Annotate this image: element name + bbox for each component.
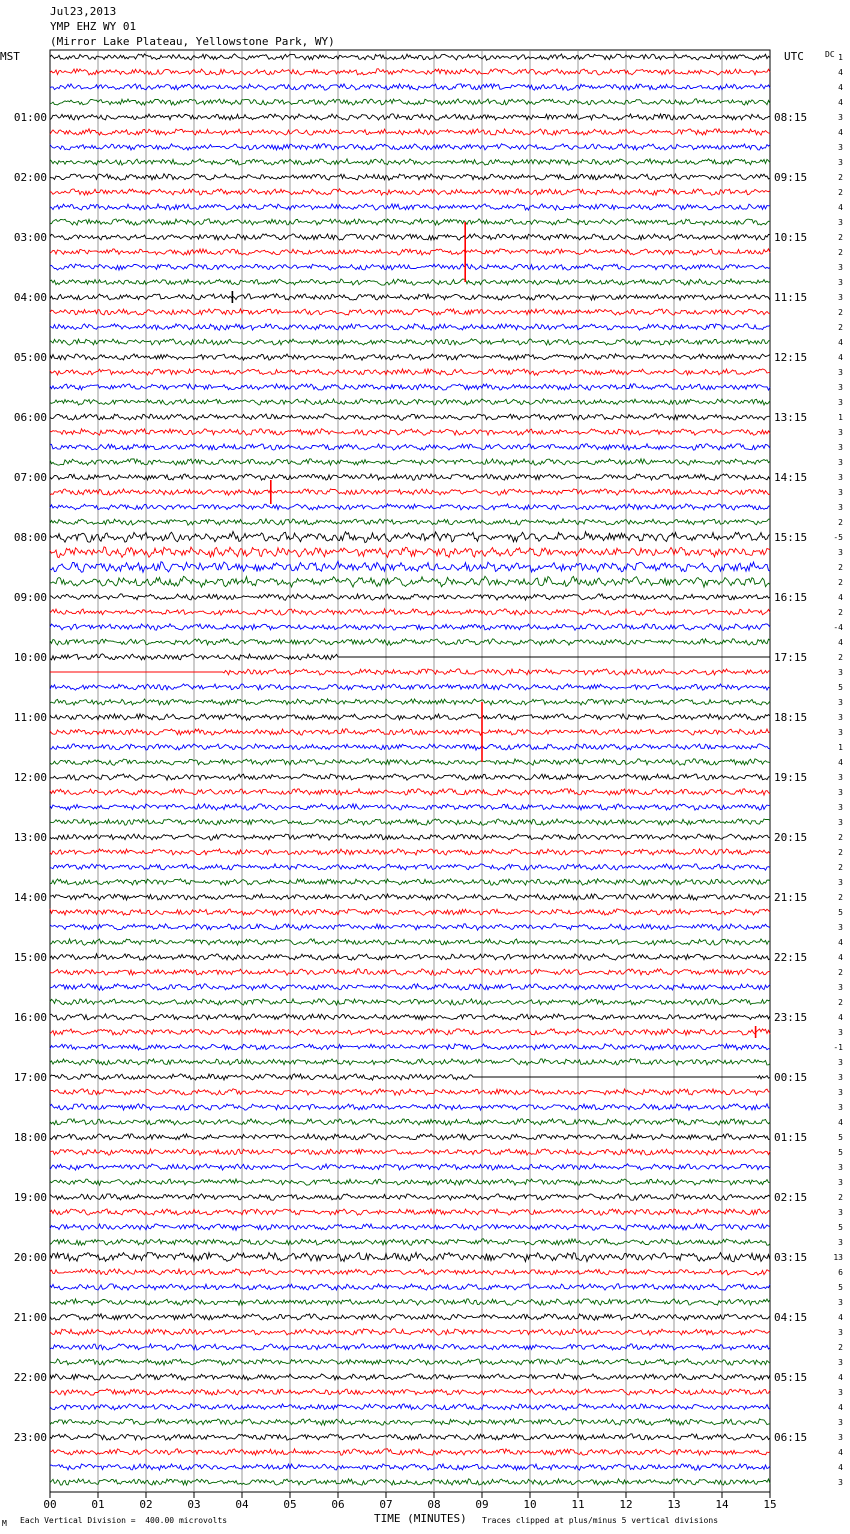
x-tick-label: 01 (91, 1498, 105, 1511)
trace-row (50, 969, 770, 975)
dc-offset-value: 3 (838, 548, 843, 557)
trace-row (50, 1479, 770, 1485)
trace-row (50, 279, 770, 285)
mst-hour-label: 06:00 (13, 411, 47, 424)
trace-row (50, 1389, 770, 1395)
utc-hour-label: 13:15 (774, 411, 808, 424)
trace-row (50, 744, 770, 750)
trace-row (50, 504, 770, 510)
utc-hour-label: 15:15 (774, 531, 808, 544)
trace-row (50, 939, 770, 945)
trace-row (50, 1059, 770, 1065)
trace-row (50, 399, 770, 405)
utc-hour-label: 05:15 (774, 1371, 808, 1384)
trace-row (50, 1239, 770, 1245)
dc-offset-value: 3 (838, 488, 843, 497)
mst-hour-label: 19:00 (13, 1191, 47, 1204)
x-tick-label: 11 (571, 1498, 585, 1511)
dc-column-title: DC (825, 50, 835, 59)
trace-row (50, 669, 770, 675)
dc-offset-value: 3 (838, 818, 843, 827)
dc-offset-value: 2 (838, 848, 843, 857)
trace-row (50, 699, 770, 705)
trace-row (50, 1134, 770, 1140)
trace-row (50, 894, 770, 900)
trace-row (50, 129, 770, 135)
dc-offset-value: 2 (838, 833, 843, 842)
mst-hour-label: 02:00 (13, 171, 47, 184)
dc-offset-value: 5 (838, 683, 843, 692)
utc-hour-label: 02:15 (774, 1191, 808, 1204)
dc-offset-value: 2 (838, 1343, 843, 1352)
dc-offset-value: 4 (838, 1013, 843, 1022)
dc-offset-value: 3 (838, 1208, 843, 1217)
utc-hour-label: 01:15 (774, 1131, 808, 1144)
x-tick-label: 07 (379, 1498, 393, 1511)
trace-row (50, 54, 770, 60)
mst-hour-label: 18:00 (13, 1131, 47, 1144)
trace-row (50, 1089, 770, 1095)
dc-offset-value: 3 (838, 1058, 843, 1067)
mst-hour-label: 21:00 (13, 1311, 47, 1324)
trace-row (50, 189, 770, 195)
mst-hour-label: 22:00 (13, 1371, 47, 1384)
trace-row (50, 909, 770, 915)
dc-offset-value: 4 (838, 1448, 843, 1457)
dc-offset-value: 4 (838, 338, 843, 347)
dc-offset-value: 2 (838, 998, 843, 1007)
dc-offset-value: 3 (838, 698, 843, 707)
dc-offset-value: 2 (838, 563, 843, 572)
trace-row (50, 339, 770, 345)
dc-offset-value: 2 (838, 248, 843, 257)
x-tick-label: 13 (667, 1498, 681, 1511)
mst-hour-label: 11:00 (13, 711, 47, 724)
trace-row (50, 324, 770, 330)
x-tick-label: 03 (187, 1498, 201, 1511)
trace-row (50, 384, 770, 390)
dc-offset-value: 3 (838, 983, 843, 992)
dc-offset-value: 3 (838, 1238, 843, 1247)
x-tick-label: 15 (763, 1498, 777, 1511)
trace-row (50, 1374, 770, 1380)
trace-row (50, 594, 770, 600)
dc-offset-value: -1 (833, 1043, 843, 1052)
trace-row (50, 834, 770, 840)
dc-offset-value: 5 (838, 1223, 843, 1232)
mst-hour-label: 09:00 (13, 591, 47, 604)
trace-row (50, 999, 770, 1005)
utc-hour-label: 21:15 (774, 891, 808, 904)
trace-row (50, 774, 770, 780)
trace-row (50, 789, 770, 795)
dc-offset-value: 6 (838, 1268, 843, 1277)
trace-row (50, 294, 770, 300)
dc-offset-value: 4 (838, 593, 843, 602)
utc-hour-label: 12:15 (774, 351, 808, 364)
dc-offset-value: 3 (838, 728, 843, 737)
dc-offset-value: 3 (838, 878, 843, 887)
utc-hour-label: 16:15 (774, 591, 808, 604)
trace-row (50, 174, 770, 180)
trace-row (50, 561, 770, 572)
x-tick-label: 05 (283, 1498, 297, 1511)
dc-offset-value: 2 (838, 233, 843, 242)
dc-offset-value: 5 (838, 1133, 843, 1142)
trace-row (50, 444, 770, 450)
trace-row (50, 532, 770, 543)
mst-hour-label: 15:00 (13, 951, 47, 964)
trace-row (50, 1419, 770, 1425)
corner-mark: M (2, 1519, 7, 1528)
dc-offset-value: 5 (838, 1283, 843, 1292)
dc-offset-value: 4 (838, 938, 843, 947)
trace-row (50, 924, 770, 930)
trace-row (50, 1224, 770, 1230)
dc-offset-value: 4 (838, 758, 843, 767)
dc-offset-value: 2 (838, 308, 843, 317)
dc-offset-value: 2 (838, 863, 843, 872)
dc-offset-value: 2 (838, 1193, 843, 1202)
dc-offset-value: 3 (838, 1418, 843, 1427)
dc-offset-value: 3 (838, 923, 843, 932)
mst-hour-label: 23:00 (13, 1431, 47, 1444)
trace-row (50, 519, 770, 525)
mst-hour-label: 07:00 (13, 471, 47, 484)
trace-row (50, 474, 770, 480)
utc-hour-label: 22:15 (774, 951, 808, 964)
trace-row (50, 1284, 770, 1290)
dc-offset-value: 4 (838, 1373, 843, 1382)
dc-offset-value: -4 (833, 623, 843, 632)
x-tick-label: 08 (427, 1498, 441, 1511)
trace-row (50, 459, 770, 465)
dc-offset-value: -5 (833, 533, 843, 542)
x-tick-label: 10 (523, 1498, 537, 1511)
x-tick-label: 09 (475, 1498, 489, 1511)
dc-offset-value: 3 (838, 503, 843, 512)
trace-row (50, 69, 770, 75)
dc-offset-value: 3 (838, 293, 843, 302)
x-tick-label: 14 (715, 1498, 729, 1511)
dc-offset-value: 4 (838, 1403, 843, 1412)
scale-note: Each Vertical Division = 400.00 microvolts (20, 1516, 228, 1525)
dc-offset-value: 3 (838, 1433, 843, 1442)
mst-hour-label: 17:00 (13, 1071, 47, 1084)
trace-row (50, 1074, 770, 1080)
dc-offset-value: 3 (838, 1073, 843, 1082)
trace-row (50, 1434, 770, 1440)
dc-offset-value: 3 (838, 1358, 843, 1367)
mst-hour-label: 08:00 (13, 531, 47, 544)
dc-offset-value: 3 (838, 428, 843, 437)
dc-offset-value: 3 (838, 218, 843, 227)
dc-offset-value: 3 (838, 383, 843, 392)
dc-offset-value: 3 (838, 278, 843, 287)
x-tick-label: 06 (331, 1498, 345, 1511)
dc-offset-value: 3 (838, 668, 843, 677)
utc-hour-label: 23:15 (774, 1011, 808, 1024)
trace-row (50, 234, 770, 240)
dc-offset-value: 3 (838, 1388, 843, 1397)
dc-offset-value: 4 (838, 638, 843, 647)
utc-hour-label: 06:15 (774, 1431, 808, 1444)
dc-offset-value: 3 (838, 1163, 843, 1172)
utc-hour-label: 20:15 (774, 831, 808, 844)
mst-hour-label: 03:00 (13, 231, 47, 244)
mst-hour-label: 16:00 (13, 1011, 47, 1024)
dc-offset-value: 4 (838, 83, 843, 92)
station-id: YMP EHZ WY 01 (50, 20, 137, 33)
dc-offset-value: 3 (838, 1088, 843, 1097)
trace-row (50, 1014, 770, 1020)
x-axis-title: TIME (MINUTES) (374, 1512, 467, 1525)
dc-offset-value: 2 (838, 188, 843, 197)
trace-row (50, 1449, 770, 1455)
mst-hour-label: 13:00 (13, 831, 47, 844)
trace-row (50, 1329, 770, 1335)
mst-hour-label: 04:00 (13, 291, 47, 304)
trace-row (50, 1209, 770, 1215)
dc-offset-value: 2 (838, 173, 843, 182)
mst-hour-label: 14:00 (13, 891, 47, 904)
dc-offset-value: 3 (838, 1298, 843, 1307)
mst-hour-label: 20:00 (13, 1251, 47, 1264)
station-location: (Mirror Lake Plateau, Yellowstone Park, WY) (50, 35, 335, 48)
dc-offset-value: 2 (838, 968, 843, 977)
trace-row (50, 204, 770, 210)
trace-row (50, 849, 770, 855)
trace-row (50, 414, 770, 420)
trace-row (50, 1119, 770, 1125)
trace-row (50, 1464, 770, 1470)
trace-row (50, 1104, 770, 1110)
trace-row (50, 1149, 770, 1155)
trace-row (50, 759, 770, 765)
utc-hour-label: 14:15 (774, 471, 808, 484)
mst-hour-label: 01:00 (13, 111, 47, 124)
dc-offset-value: 3 (838, 158, 843, 167)
trace-row (50, 954, 770, 960)
dc-offset-value: 4 (838, 203, 843, 212)
utc-hour-label: 04:15 (774, 1311, 808, 1324)
mst-hour-label: 05:00 (13, 351, 47, 364)
trace-row (50, 264, 770, 270)
dc-offset-value: 3 (838, 113, 843, 122)
dc-offset-value: 4 (838, 128, 843, 137)
utc-hour-label: 08:15 (774, 111, 808, 124)
trace-row (50, 1359, 770, 1365)
chart-date: Jul23,2013 (50, 5, 117, 18)
trace-row (50, 804, 770, 810)
dc-offset-value: 5 (838, 908, 843, 917)
dc-offset-value: 3 (838, 1328, 843, 1337)
trace-row (50, 547, 770, 558)
dc-offset-value: 3 (838, 458, 843, 467)
dc-offset-value: 2 (838, 518, 843, 527)
utc-hour-label: 18:15 (774, 711, 808, 724)
trace-row (50, 1194, 770, 1200)
dc-offset-value: 3 (838, 803, 843, 812)
trace-row (50, 879, 770, 885)
dc-offset-value: 4 (838, 1313, 843, 1322)
x-tick-label: 12 (619, 1498, 633, 1511)
dc-offset-value: 1 (838, 413, 843, 422)
trace-row (50, 654, 770, 660)
trace-row (50, 99, 770, 105)
dc-offset-value: 3 (838, 143, 843, 152)
dc-offset-value: 3 (838, 473, 843, 482)
utc-hour-label: 03:15 (774, 1251, 808, 1264)
trace-row (50, 639, 770, 645)
utc-hour-label: 11:15 (774, 291, 808, 304)
trace-row (50, 249, 770, 255)
dc-offset-value: 4 (838, 98, 843, 107)
dc-offset-value: 3 (838, 713, 843, 722)
trace-row (50, 609, 770, 615)
utc-hour-label: 10:15 (774, 231, 808, 244)
utc-hour-label: 09:15 (774, 171, 808, 184)
dc-offset-value: 1 (838, 743, 843, 752)
dc-offset-value: 2 (838, 323, 843, 332)
dc-offset-value: 5 (838, 1148, 843, 1157)
dc-offset-value: 2 (838, 578, 843, 587)
dc-offset-value: 3 (838, 443, 843, 452)
dc-offset-value: 13 (833, 1253, 843, 1262)
trace-row (50, 219, 770, 225)
trace-row (50, 1179, 770, 1185)
trace-row (50, 714, 770, 720)
trace-row (50, 624, 770, 630)
dc-offset-value: 3 (838, 773, 843, 782)
utc-hour-label: 00:15 (774, 1071, 808, 1084)
dc-offset-value: 3 (838, 398, 843, 407)
mst-hour-label: 12:00 (13, 771, 47, 784)
trace-row (50, 1269, 770, 1275)
dc-offset-value: 2 (838, 653, 843, 662)
dc-offset-value: 2 (838, 608, 843, 617)
trace-row (50, 489, 770, 495)
trace-row (50, 1044, 770, 1050)
trace-row (50, 684, 770, 690)
trace-row (50, 1164, 770, 1170)
dc-offset-value: 3 (838, 1178, 843, 1187)
dc-offset-value: 3 (838, 368, 843, 377)
dc-offset-value: 3 (838, 1478, 843, 1487)
dc-offset-value: 3 (838, 263, 843, 272)
left-axis-title: MST (0, 50, 20, 63)
trace-row (50, 1314, 770, 1320)
trace-row (50, 864, 770, 870)
trace-row (50, 354, 770, 360)
dc-offset-value: 1 (838, 53, 843, 62)
trace-row (50, 309, 770, 315)
trace-row (50, 429, 770, 435)
trace-row (50, 84, 770, 90)
trace-row (50, 1404, 770, 1410)
trace-row (50, 729, 770, 735)
dc-offset-value: 3 (838, 1028, 843, 1037)
trace-row (50, 819, 770, 825)
trace-row (50, 1253, 770, 1262)
clip-note: Traces clipped at plus/minus 5 vertical divisions (482, 1516, 719, 1525)
x-tick-label: 04 (235, 1498, 249, 1511)
utc-hour-label: 19:15 (774, 771, 808, 784)
right-axis-title: UTC (784, 50, 804, 63)
dc-offset-value: 4 (838, 68, 843, 77)
trace-row (50, 159, 770, 165)
dc-offset-value: 4 (838, 1463, 843, 1472)
x-tick-label: 00 (43, 1498, 57, 1511)
trace-row (50, 369, 770, 375)
trace-row (50, 144, 770, 150)
dc-offset-value: 4 (838, 1118, 843, 1127)
x-tick-label: 02 (139, 1498, 153, 1511)
trace-row (50, 576, 770, 587)
dc-offset-value: 4 (838, 953, 843, 962)
utc-hour-label: 17:15 (774, 651, 808, 664)
dc-offset-value: 4 (838, 353, 843, 362)
dc-offset-value: 2 (838, 893, 843, 902)
mst-hour-label: 10:00 (13, 651, 47, 664)
dc-offset-value: 3 (838, 788, 843, 797)
trace-row (50, 1029, 770, 1035)
trace-row (50, 114, 770, 120)
trace-row (50, 1299, 770, 1305)
dc-offset-value: 3 (838, 1103, 843, 1112)
trace-row (50, 984, 770, 990)
trace-row (50, 1344, 770, 1350)
